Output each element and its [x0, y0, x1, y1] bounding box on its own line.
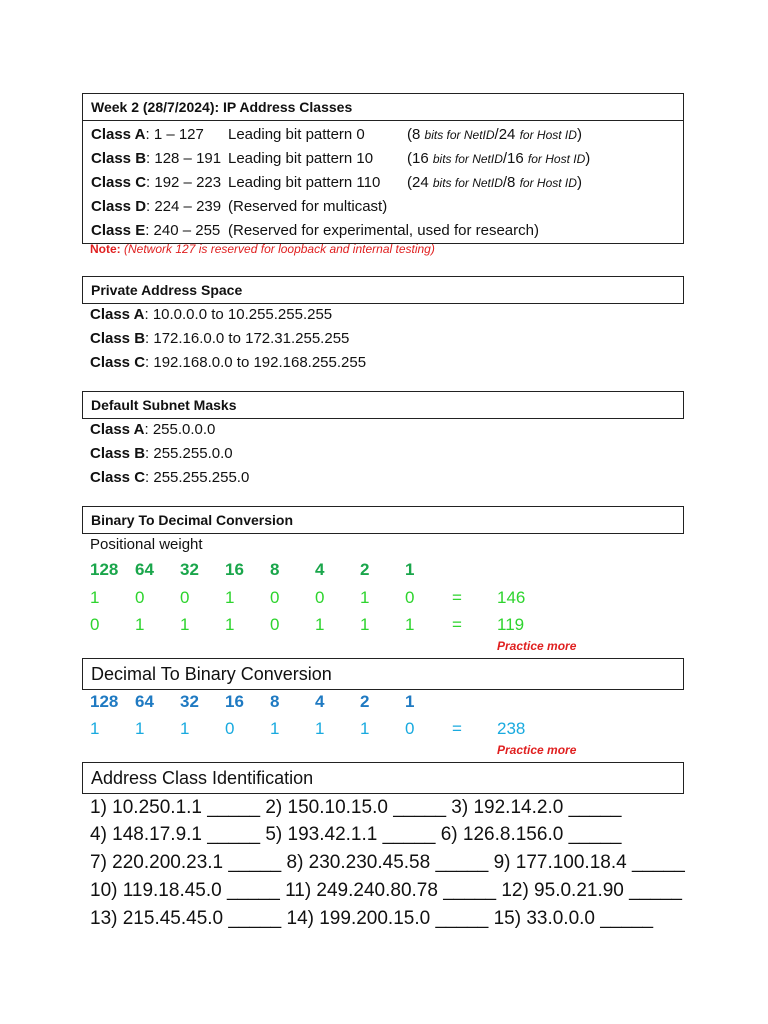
bit: 1 [360, 719, 370, 738]
class-purpose: (Reserved for experimental, used for research) [228, 222, 539, 239]
bit: 0 [270, 615, 280, 634]
equals-sign: = [452, 719, 462, 738]
bit: 1 [405, 615, 415, 634]
bit: 1 [315, 615, 325, 634]
class-range: : 224 – 239 [146, 198, 222, 215]
bit: 0 [225, 719, 235, 738]
weight: 16 [225, 560, 244, 579]
bit: 0 [315, 588, 325, 607]
class-id-box [82, 762, 684, 794]
bit: 1 [90, 719, 100, 738]
subnet-masks-box [82, 391, 684, 419]
bit: 1 [180, 615, 190, 634]
bit: 0 [405, 588, 415, 607]
weight: 8 [270, 560, 280, 579]
note-label: Note: [90, 242, 121, 256]
mask-class-b: Class B: 255.255.0.0 [90, 445, 233, 462]
private-space-box [82, 276, 684, 304]
weight: 8 [270, 692, 280, 711]
bin-to-dec-box [82, 506, 684, 534]
bit-split: (24 bits for NetID/8 for Host ID) [407, 174, 582, 191]
bit: 1 [180, 719, 190, 738]
bit: 1 [225, 615, 235, 634]
weight: 4 [315, 560, 325, 579]
weight: 128 [90, 560, 119, 579]
bit: 1 [360, 615, 370, 634]
quiz-line-5: 13) 215.45.45.0 _____ 14) 199.200.15.0 _____ 15) 33.0.0.0 _____ [90, 908, 654, 929]
bit-pattern: Leading bit pattern 10 [228, 150, 374, 167]
weight: 1 [405, 692, 415, 711]
class-d-row [91, 195, 675, 219]
bit: 1 [360, 588, 370, 607]
bit: 1 [90, 588, 100, 607]
loopback-note [90, 242, 435, 256]
bit: 0 [180, 588, 190, 607]
bit: 1 [225, 588, 235, 607]
bit: 1 [315, 719, 325, 738]
private-class-a: Class A: 10.0.0.0 to 10.255.255.255 [90, 306, 333, 323]
class-label: Class A [91, 126, 146, 143]
weight: 2 [360, 560, 370, 579]
decimal-result: 119 [497, 615, 525, 634]
dec-to-bin-box [82, 658, 684, 690]
quiz-line-1: 1) 10.250.1.1 _____ 2) 150.10.15.0 _____ 3) 192.14.2.0 _____ [90, 797, 622, 818]
bit-split: (16 bits for NetID/16 for Host ID) [407, 150, 591, 167]
class-label: Class E [91, 222, 146, 239]
subnet-masks-title: Default Subnet Masks [91, 397, 237, 413]
class-c-row [91, 171, 675, 195]
quiz-line-2: 4) 148.17.9.1 _____ 5) 193.42.1.1 _____ 6) 126.8.156.0 _____ [90, 824, 622, 845]
bin-practice-more: Practice more [497, 639, 577, 653]
dec-practice-more: Practice more [497, 743, 577, 757]
weight: 32 [180, 560, 199, 579]
private-class-c: Class C: 192.168.0.0 to 192.168.255.255 [90, 354, 367, 371]
weight: 4 [315, 692, 325, 711]
weight: 64 [135, 560, 154, 579]
bit-pattern: Leading bit pattern 110 [228, 174, 381, 191]
decimal-result: 238 [497, 719, 526, 738]
equals-sign: = [452, 588, 462, 607]
weight: 64 [135, 692, 154, 711]
class-label: Class B [91, 150, 147, 167]
class-range: : 192 – 223 [146, 174, 222, 191]
decimal-result: 146 [497, 588, 526, 607]
bit: 0 [270, 588, 280, 607]
quiz-line-4: 10) 119.18.45.0 _____ 11) 249.240.80.78 _____ 12) 95.0.21.90 _____ [90, 880, 682, 901]
private-class-b: Class B: 172.16.0.0 to 172.31.255.255 [90, 330, 350, 347]
quiz-line-3: 7) 220.200.23.1 _____ 8) 230.230.45.58 _____ 9) 177.100.18.4 _____ [90, 852, 685, 873]
bit-split: (8 bits for NetID/24 for Host ID) [407, 126, 582, 143]
bit: 0 [90, 615, 100, 634]
class-a-row [91, 123, 675, 147]
mask-class-a: Class A: 255.0.0.0 [90, 421, 216, 438]
bit: 1 [135, 615, 145, 634]
bin-to-dec-title: Binary To Decimal Conversion [91, 512, 294, 528]
class-range: : 1 – 127 [145, 126, 204, 143]
weight: 16 [225, 692, 244, 711]
bit-pattern: Leading bit pattern 0 [228, 126, 365, 143]
private-space-title: Private Address Space [91, 282, 243, 298]
bit: 1 [270, 719, 280, 738]
weight: 1 [405, 560, 415, 579]
bit: 1 [135, 719, 145, 738]
class-range: : 128 – 191 [146, 150, 222, 167]
class-purpose: (Reserved for multicast) [228, 198, 388, 215]
ip-classes-box [82, 93, 684, 244]
class-id-title: Address Class Identification [91, 768, 314, 788]
mask-class-c: Class C: 255.255.255.0 [90, 469, 250, 486]
class-range: : 240 – 255 [145, 222, 221, 239]
equals-sign: = [452, 615, 462, 634]
bit: 0 [405, 719, 415, 738]
class-b-row [91, 147, 675, 171]
bit: 0 [135, 588, 145, 607]
weight: 128 [90, 692, 119, 711]
weight: 32 [180, 692, 199, 711]
ip-classes-title: Week 2 (28/7/2024): IP Address Classes [91, 99, 353, 115]
note-text: (Network 127 is reserved for loopback and internal testing) [124, 242, 435, 256]
class-label: Class D [91, 198, 147, 215]
ip-classes-body [83, 120, 683, 243]
dec-to-bin-title: Decimal To Binary Conversion [91, 664, 332, 684]
class-e-row [91, 219, 675, 243]
positional-weight-label: Positional weight [90, 536, 203, 553]
class-label: Class C [91, 174, 147, 191]
weight: 2 [360, 692, 370, 711]
